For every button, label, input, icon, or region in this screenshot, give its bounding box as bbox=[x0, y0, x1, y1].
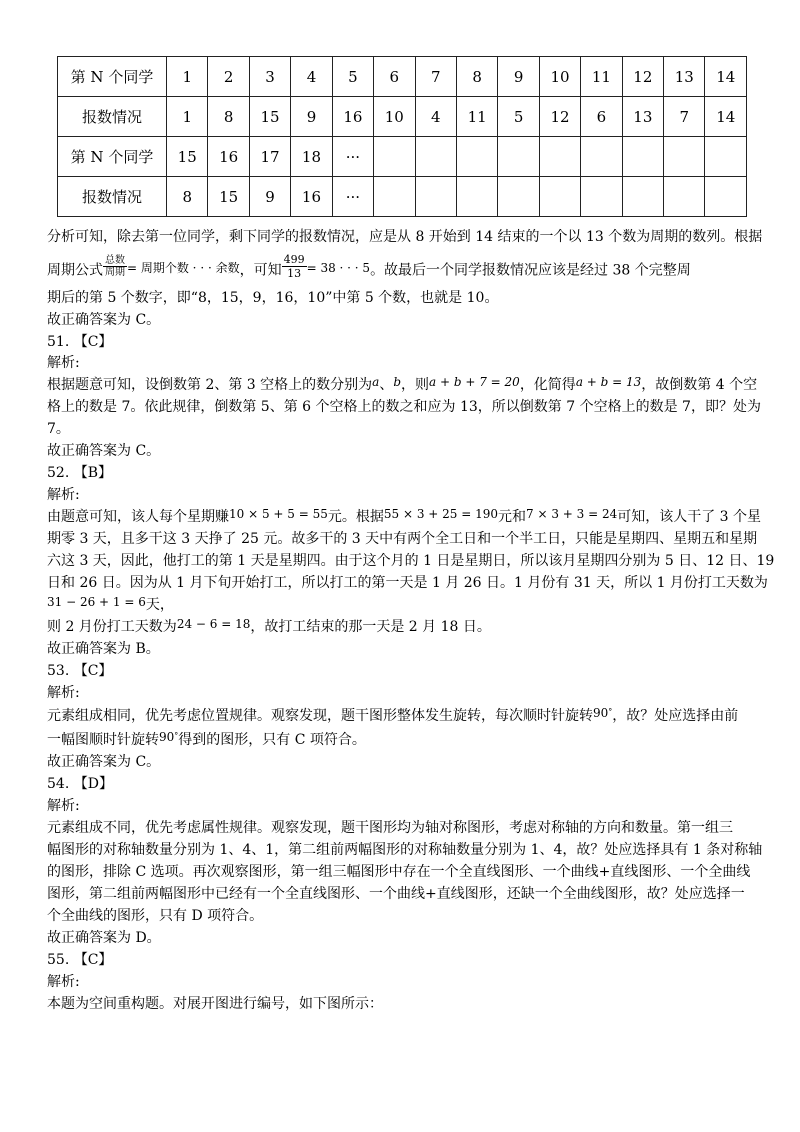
table-cell: ··· bbox=[332, 177, 373, 217]
q53-heading: 53. 【C】 bbox=[47, 663, 113, 679]
table-cell: 9 bbox=[291, 97, 332, 137]
table-cell: 8 bbox=[456, 57, 497, 97]
table-cell: 12 bbox=[622, 57, 663, 97]
q53-line-1: 元素组成相同，优先考虑位置规律。观察发现，题干图形整体发生旋转，每次顺时针旋转90°，故？处应选择由前 bbox=[47, 706, 739, 724]
q55-heading: 55. 【C】 bbox=[47, 952, 113, 968]
table-cell bbox=[539, 137, 580, 177]
table-cell bbox=[622, 137, 663, 177]
table-cell: 8 bbox=[208, 97, 249, 137]
q50-line-1: 分析可知，除去第一位同学，剩下同学的报数情况，应是从 8 开始到 14 结束的一个以 13 个数为周期的数列。根据 bbox=[47, 229, 763, 245]
q54-line-3: 的图形，排除 C 选项。再次观察图形，第一组三幅图形中存在一个全直线图形、一个曲线+直线图形、一个全曲线 bbox=[47, 864, 751, 880]
table-cell: 10 bbox=[374, 97, 415, 137]
table-cell: 14 bbox=[705, 97, 747, 137]
table-row bbox=[58, 177, 747, 217]
q50-line-3: 期后的第 5 个数字，即“8，15，9，16，10”中第 5 个数，也就是 10。 bbox=[47, 290, 499, 306]
q53-answer: 故正确答案为 C。 bbox=[47, 754, 161, 770]
table-cell: 6 bbox=[581, 97, 622, 137]
table-cell: 10 bbox=[539, 57, 580, 97]
row-label: 第 N 个同学 bbox=[58, 137, 167, 177]
q52-line-3: 六这 3 天，因此，他打工的第 1 天是星期四。由于这个月的 1 日是星期日，所以该月星期四分别为 5 日、12 日、19 bbox=[47, 553, 775, 569]
table-cell bbox=[456, 177, 497, 217]
table-cell: 7 bbox=[664, 97, 705, 137]
table-cell bbox=[581, 177, 622, 217]
table-cell: 18 bbox=[291, 137, 332, 177]
table-row bbox=[58, 57, 747, 97]
q52-line-5: 31 − 26 + 1 = 6天， bbox=[47, 595, 174, 613]
q50-answer: 故正确答案为 C。 bbox=[47, 312, 161, 328]
table-cell: 8 bbox=[167, 177, 208, 217]
q54-line-2: 幅图形的对称轴数量分别为 1、4、1，第二组前两幅图形的对称轴数量分别为 1、4，故？处应选择具有 1 条对称轴 bbox=[47, 842, 763, 858]
table-cell bbox=[415, 177, 456, 217]
q52-line-4: 日和 26 日。因为从 1 月下旬开始打工，所以打工的第一天是 1 月 26 日。1 月份有 31 天，所以 1 月份打工天数为 bbox=[47, 575, 768, 591]
q52-analysis-label: 解析: bbox=[47, 487, 80, 503]
table-cell: 7 bbox=[415, 57, 456, 97]
table-cell: 17 bbox=[249, 137, 290, 177]
table-cell: 1 bbox=[167, 57, 208, 97]
q51-line-1: 根据题意可知，设倒数第 2、第 3 空格上的数分别为a、b，则a + b + 7 = 20，化简得a + b = 13，故倒数第 4 个空 bbox=[47, 375, 758, 393]
table-row bbox=[58, 137, 747, 177]
table-cell bbox=[498, 177, 539, 217]
q53-line-2: 一幅图顺时针旋转90°得到的图形，只有 C 项符合。 bbox=[47, 730, 366, 748]
formula-fraction: $\frac{\text{总数}}{\text{周期}}$ bbox=[105, 255, 125, 278]
q51-heading: 51. 【C】 bbox=[47, 334, 113, 350]
q55-analysis-label: 解析: bbox=[47, 974, 80, 990]
q54-heading: 54. 【D】 bbox=[47, 776, 113, 792]
q54-answer: 故正确答案为 D。 bbox=[47, 930, 161, 946]
table-cell: 15 bbox=[249, 97, 290, 137]
table-cell bbox=[705, 137, 747, 177]
table-cell: 11 bbox=[581, 57, 622, 97]
table-cell bbox=[539, 177, 580, 217]
q55-line-1: 本题为空间重构题。对展开图进行编号，如下图所示： bbox=[47, 996, 383, 1012]
table-cell: 6 bbox=[374, 57, 415, 97]
q52-line-1: 由题意可知，该人每个星期赚10 × 5 + 5 = 55元。根据55 × 3 + 25 = 190元和7 × 3 + 3 = 24可知，该人干了 3 个星 bbox=[47, 507, 762, 525]
table-cell bbox=[374, 177, 415, 217]
table-cell bbox=[498, 137, 539, 177]
table-cell: 16 bbox=[208, 137, 249, 177]
q52-line-2: 期零 3 天，且多干这 3 天挣了 25 元。故多干的 3 天中有两个全工日和一个半工日，只能是星期四、星期五和星期 bbox=[47, 531, 758, 547]
table-cell bbox=[415, 137, 456, 177]
table-cell bbox=[664, 177, 705, 217]
q51-analysis-label: 解析: bbox=[47, 355, 80, 371]
table-cell bbox=[705, 177, 747, 217]
table-cell bbox=[456, 137, 497, 177]
table-cell: 15 bbox=[208, 177, 249, 217]
table-cell: 1 bbox=[167, 97, 208, 137]
q51-line-2: 格上的数是 7。依此规律，倒数第 5、第 6 个空格上的数之和应为 13，所以倒数第 7 个空格上的数是 7，即？处为 bbox=[47, 399, 761, 415]
table-cell: ··· bbox=[332, 137, 373, 177]
table-cell: 13 bbox=[622, 97, 663, 137]
table-cell: 2 bbox=[208, 57, 249, 97]
table-cell: 5 bbox=[332, 57, 373, 97]
q52-heading: 52. 【B】 bbox=[47, 465, 113, 481]
table-cell: 12 bbox=[539, 97, 580, 137]
table-cell: 16 bbox=[332, 97, 373, 137]
q54-line-4: 图形，第二组前两幅图形中已经有一个全直线图形、一个曲线+直线图形，还缺一个全曲线图形，故？处应选择一 bbox=[47, 886, 745, 902]
q52-line-6: 则 2 月份打工天数为24 − 6 = 18，故打工结束的那一天是 2 月 18 日。 bbox=[47, 617, 491, 635]
q50-line-2: 周期公式 $\frac{\text{总数}}{\text{周期}}$ = 周期个数 · · · 余数，可知 $\frac{499}{13}$ = 38 · · · 5。故最后一个同学报数情况应该是经过 38 个完整周 bbox=[47, 253, 691, 280]
counting-table bbox=[57, 56, 747, 217]
table-cell bbox=[664, 137, 705, 177]
table-cell: 11 bbox=[456, 97, 497, 137]
table-cell: 4 bbox=[291, 57, 332, 97]
table-cell bbox=[581, 137, 622, 177]
q54-line-5: 个全曲线的图形，只有 D 项符合。 bbox=[47, 908, 264, 924]
table-cell: 14 bbox=[705, 57, 747, 97]
q51-answer: 故正确答案为 C。 bbox=[47, 443, 161, 459]
table-cell bbox=[374, 137, 415, 177]
row-label: 报数情况 bbox=[58, 177, 167, 217]
row-label: 报数情况 bbox=[58, 97, 167, 137]
table-cell: 9 bbox=[498, 57, 539, 97]
q51-line-3: 7。 bbox=[47, 421, 70, 437]
q54-line-1: 元素组成不同，优先考虑属性规律。观察发现，题干图形均为轴对称图形，考虑对称轴的方向和数量。第一组三 bbox=[47, 820, 733, 836]
q53-analysis-label: 解析: bbox=[47, 685, 80, 701]
row-label: 第 N 个同学 bbox=[58, 57, 167, 97]
table-cell bbox=[622, 177, 663, 217]
table-cell: 3 bbox=[249, 57, 290, 97]
table-cell: 13 bbox=[664, 57, 705, 97]
table-cell: 16 bbox=[291, 177, 332, 217]
table-cell: 15 bbox=[167, 137, 208, 177]
table-cell: 9 bbox=[249, 177, 290, 217]
fraction-499-13: $\frac{499}{13}$ bbox=[283, 253, 305, 280]
table-cell: 4 bbox=[415, 97, 456, 137]
q52-answer: 故正确答案为 B。 bbox=[47, 641, 160, 657]
q54-analysis-label: 解析: bbox=[47, 798, 80, 814]
table-row bbox=[58, 97, 747, 137]
table-cell: 5 bbox=[498, 97, 539, 137]
